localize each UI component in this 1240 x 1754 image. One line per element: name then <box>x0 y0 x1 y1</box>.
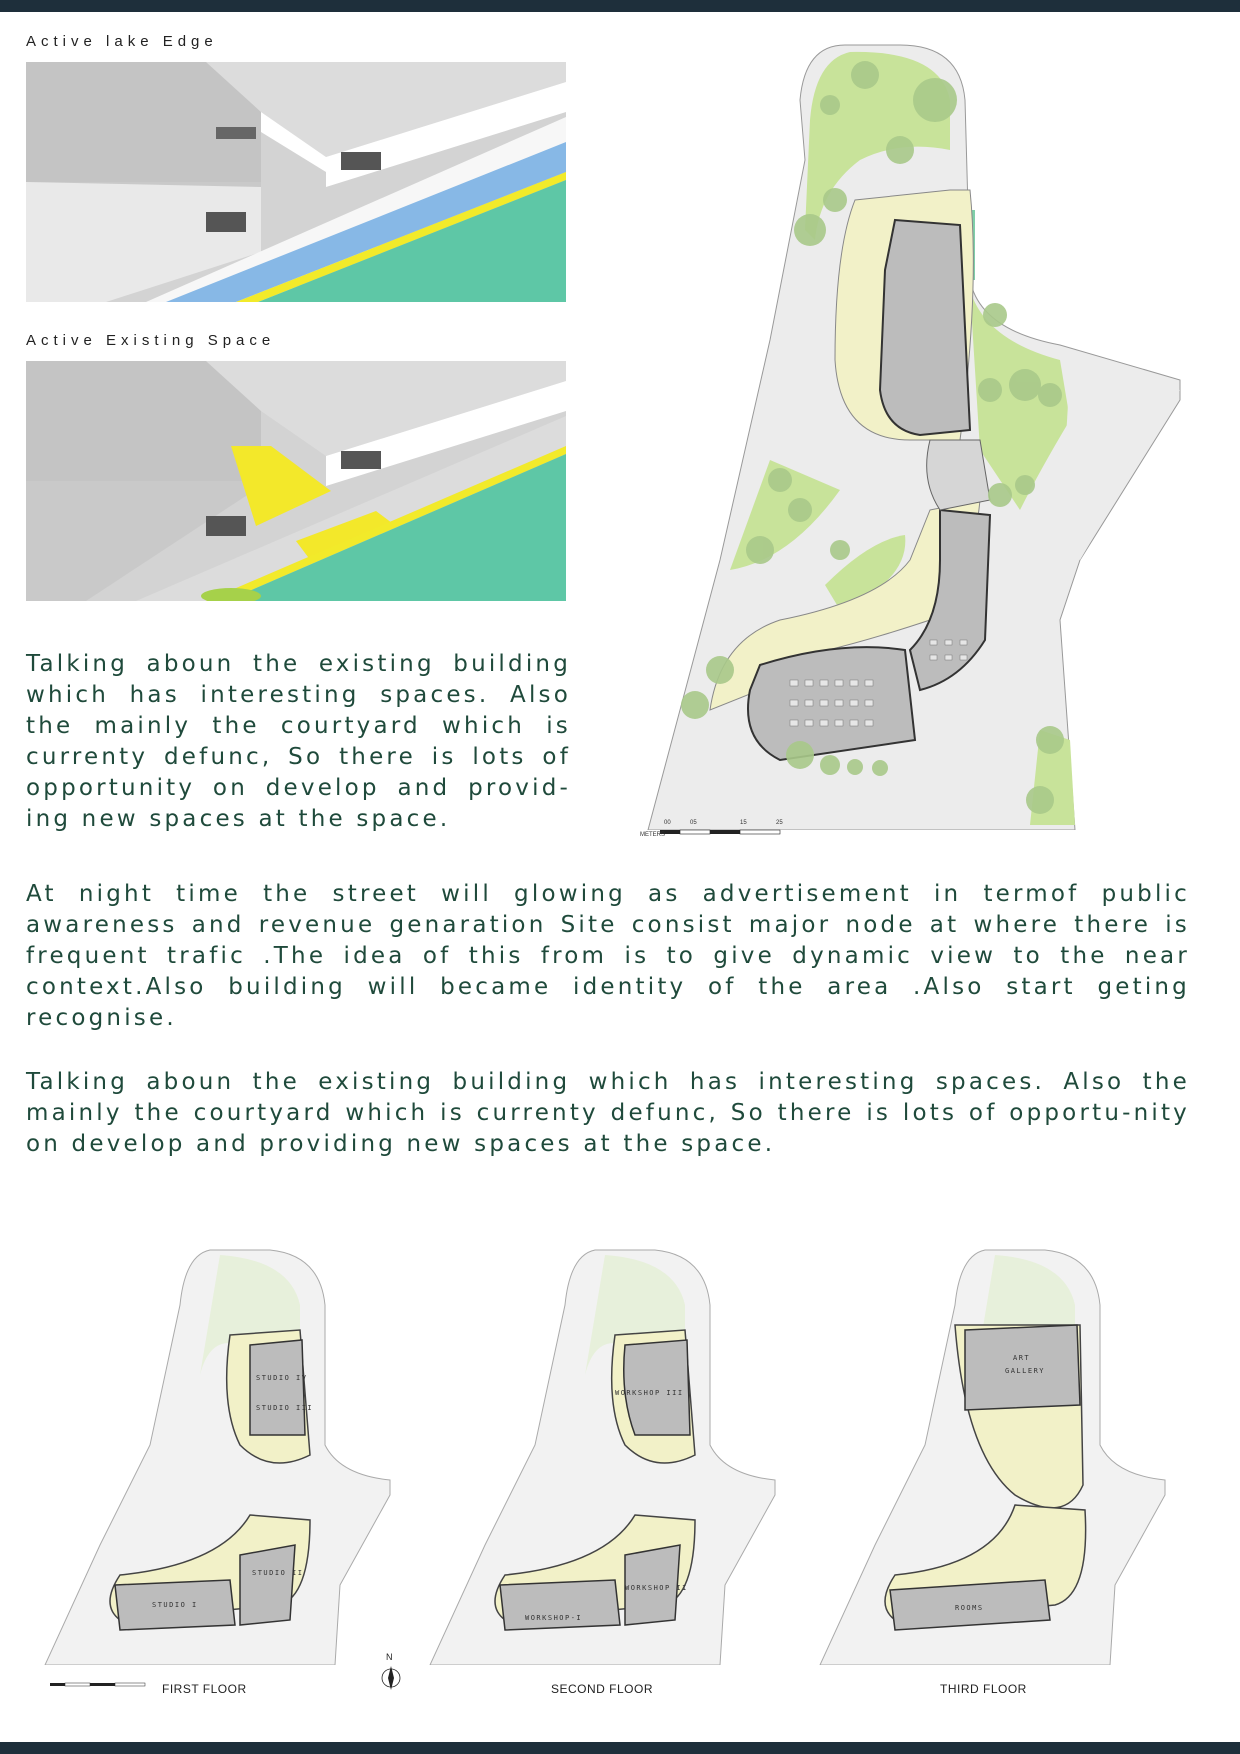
site-plan <box>640 40 1200 830</box>
room-label: ROOMS <box>955 1604 984 1612</box>
third-floor-title: THIRD FLOOR <box>940 1682 1027 1696</box>
floor-scale-bar <box>40 1678 150 1692</box>
scale-unit: METERS <box>640 832 666 838</box>
room-label: WORKSHOP-I <box>525 1614 583 1622</box>
north-label: N <box>386 1652 393 1662</box>
scale-tick-2: 15 <box>740 820 747 826</box>
night-paragraph: At night time the street will glowing as advertisement in termof public awareness and revenue genaration Site consist major node at where there is frequent trafic .The idea of this from is to give dynamic view to the near context.Also building will became identity of the area .Also start geting recognise. <box>26 881 1190 1031</box>
north-arrow-icon <box>378 1652 404 1692</box>
scale-bar <box>640 820 810 842</box>
room-label: ART <box>1013 1354 1031 1362</box>
intro-paragraph: Talking aboun the existing building which has interesting spaces. Also the mainly the courtyard which is currenty defunc, So there is lots of opportunity on develop and provid-ing new spaces at the space. <box>26 651 571 832</box>
existing-space-render <box>26 361 566 601</box>
existing-space-title: Active Existing Space <box>26 332 276 349</box>
lake-edge-render <box>26 62 566 302</box>
room-label: GALLERY <box>1005 1367 1046 1375</box>
room-label: WORKSHOP II <box>625 1584 688 1592</box>
scale-tick-1: 05 <box>690 820 697 826</box>
room-label: STUDIO II <box>252 1569 304 1577</box>
existing-building-paragraph: Talking aboun the existing building which has interesting spaces. Also the mainly the courtyard which is currenty defunc, So there is lots of opportu-nity on develop and providing new spaces at the space. <box>26 1069 1190 1157</box>
lake-edge-title: Active lake Edge <box>26 33 218 50</box>
third-floor-plan <box>815 1245 1205 1665</box>
room-label: STUDIO IV <box>256 1374 308 1382</box>
room-label: STUDIO I <box>152 1601 198 1609</box>
first-floor-title: FIRST FLOOR <box>162 1682 247 1696</box>
scale-tick-3: 25 <box>776 820 783 826</box>
scale-tick-0: 00 <box>664 820 671 826</box>
bottom-bar <box>0 1742 1240 1754</box>
room-label: STUDIO III <box>256 1404 314 1412</box>
second-floor-plan <box>425 1245 815 1665</box>
second-floor-title: SECOND FLOOR <box>551 1682 654 1696</box>
top-bar <box>0 0 1240 12</box>
room-label: WORKSHOP III <box>615 1389 684 1397</box>
first-floor-plan <box>40 1245 430 1665</box>
